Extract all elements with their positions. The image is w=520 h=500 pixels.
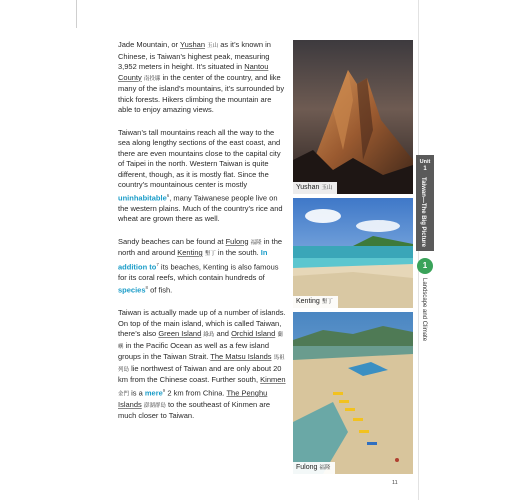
term-green-island: Green Island — [158, 329, 202, 338]
caption-text: Yushan — [296, 184, 320, 191]
cjk-kinmen: 金門 — [118, 391, 130, 397]
term-yushan: Yushan — [180, 40, 206, 49]
cjk-yushan: 玉山 — [207, 43, 219, 49]
beach-image — [293, 198, 413, 308]
caption-cjk: 玉山 — [321, 185, 333, 191]
caption-cjk: 福隆 — [319, 465, 331, 471]
text-run: in the north and around — [118, 236, 283, 257]
text-run: to the southeast of Kinmen are much closer to Taiwan. — [118, 399, 271, 420]
term-penghu: The Penghu Islands — [118, 388, 268, 409]
text-run: , many Taiwanese people live on the western plains. Much of the country’s rice and wheat are grown there as well. — [118, 193, 283, 223]
unit-number: 1 — [423, 166, 427, 172]
caption-fulong — [293, 462, 335, 474]
text-run: of fish. — [148, 285, 173, 295]
paragraph-yushan — [118, 40, 286, 116]
footnote-marker: 9 — [162, 387, 166, 393]
text-run: its beaches, Kenting is also famous for its coral reefs, which contain hundreds of — [118, 262, 279, 282]
term-kenting: Kenting — [177, 248, 203, 257]
beach-image — [293, 312, 413, 474]
text-run: in the center of the country, and like many of the island’s mountains, it’s surrounded by thick forests. Hikers climbing the mountain are able to enjoy amazing views. — [118, 72, 285, 114]
cjk-orchid-island: 蘭嶼 — [118, 332, 283, 350]
text-run: Taiwan is actually made up of a number of islands. On top of the main island, which is called Taiwan, there’s also — [118, 308, 286, 338]
text-run: and — [214, 329, 232, 338]
unit-title: Taiwan—The Big Picture — [420, 177, 426, 247]
footnote-marker: 7 — [156, 261, 159, 267]
vocab-uninhabitable: uninhabitable — [118, 193, 167, 202]
term-nantou: Nantou County — [118, 62, 269, 82]
text-run: Sandy beaches can be found at — [118, 236, 226, 246]
cjk-kenting: 墾丁 — [204, 251, 216, 257]
page-number: 11 — [392, 480, 398, 486]
cjk-penghu: 澎湖群島 — [143, 402, 166, 409]
caption-text: Kenting — [296, 298, 320, 305]
footnote-marker: 6 — [166, 192, 170, 198]
photo-yushan — [293, 40, 413, 194]
text-run: as it’s known in Chinese, is Taiwan’s highest peak, measuring 3,952 meters in height. It’s situated in — [118, 40, 271, 71]
caption-text: Fulong — [296, 464, 318, 471]
photo-kenting — [293, 198, 413, 308]
article-body — [118, 40, 286, 434]
unit-label: Unit — [419, 159, 431, 165]
mountain-image — [293, 40, 413, 194]
paragraph-beaches — [118, 237, 286, 297]
cjk-fulong: 福隆 — [250, 239, 262, 246]
text-run: in the south. — [215, 248, 261, 257]
term-fulong: Fulong — [225, 236, 249, 246]
lesson-title: Landscape and Climate — [421, 278, 427, 342]
text-run: in the Pacific Ocean as well as a few island groups in the Taiwan Strait. — [118, 340, 270, 361]
text-run: Taiwan’s tall mountains reach all the way to the sea along lengthy sections of the east coast, and there are even mountains close to the capital city of Taipei in the north. Western Taiwan is quite different, though, as it is mostly flat. Since the country’s mountainous center is mostly — [118, 127, 281, 189]
caption-cjk: 墾丁 — [321, 299, 333, 305]
term-matsu: The Matsu Islands — [210, 352, 272, 361]
text-run: Jade Mountain, or — [118, 40, 180, 49]
vocab-in-addition-to: In addition to — [118, 248, 268, 271]
cjk-nantou: 南投縣 — [143, 75, 161, 82]
lesson-number-badge: 1 — [417, 258, 433, 274]
caption-kenting — [293, 296, 338, 308]
vocab-mere: mere — [144, 388, 163, 397]
vocab-species: species — [118, 285, 146, 295]
footnote-marker: 8 — [145, 285, 149, 290]
caption-yushan — [293, 182, 337, 194]
unit-tab — [416, 155, 434, 251]
photo-fulong — [293, 312, 413, 474]
cjk-matsu: 馬祖列島 — [118, 355, 285, 373]
paragraph-islands — [118, 308, 286, 422]
text-run: lie northwest of Taiwan and are only about 20 km from the Chinese coast. Further south, — [118, 363, 282, 384]
paragraph-mountains — [118, 128, 286, 225]
page-fold-line — [76, 0, 77, 28]
term-orchid-island: Orchid Island — [231, 329, 276, 338]
term-kinmen: Kinmen — [260, 375, 286, 384]
cjk-green-island: 綠島 — [203, 332, 215, 338]
text-run: is a — [129, 388, 145, 397]
text-run: 2 km from China. — [165, 388, 227, 397]
